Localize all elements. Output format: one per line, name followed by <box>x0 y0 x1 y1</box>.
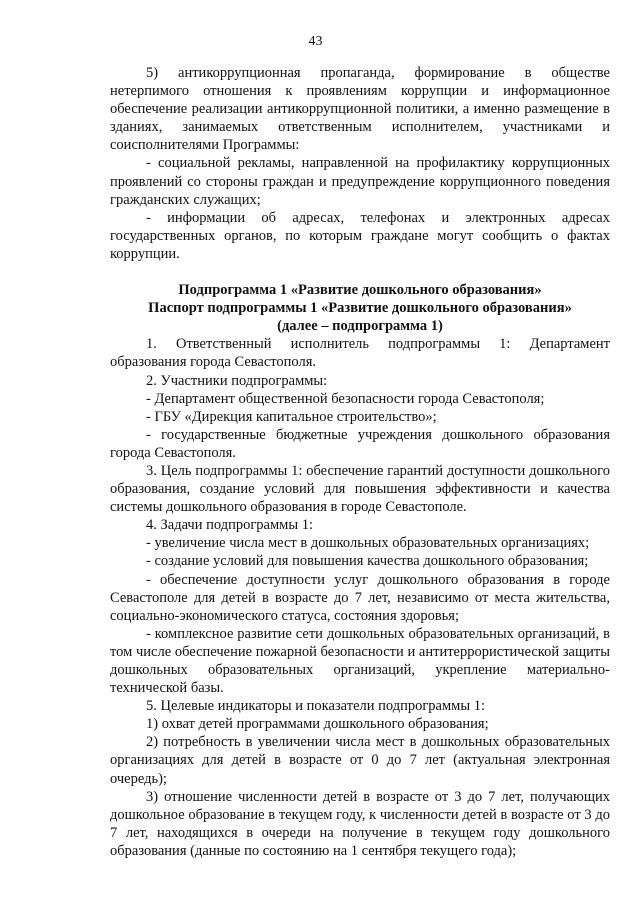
page-number: 43 <box>308 34 323 49</box>
passport-title: Паспорт подпрограммы 1 «Развитие дошкольного образования» <box>148 300 572 317</box>
task-item: - создание условий для повышения качества дошкольного образования; <box>146 553 589 570</box>
participant-item: - государственные бюджетные учреждения дошкольного образования города Севастополя. <box>110 426 610 461</box>
task-item: - комплексное развитие сети дошкольных образовательных организаций, в том числе обеспечение пожарной безопасности и антитеррористической защиты дошкольных образовательных организаций, укрепление материально-технической базы. <box>110 625 610 697</box>
task-item: - увеличение числа мест в дошкольных образовательных организациях; <box>146 535 590 552</box>
participant-item: - Департамент общественной безопасности города Севастополя; <box>146 390 545 407</box>
paragraph-contact-info: - информации об адресах, телефонах и электронных адресах государственных органов, по которым граждане могут сообщить о фактах коррупции. <box>110 209 610 262</box>
passport-subtitle: (далее – подпрограмма 1) <box>277 318 443 335</box>
indicators-heading: 5. Целевые индикаторы и показатели подпрограммы 1: <box>146 698 485 715</box>
page-content <box>110 64 610 860</box>
indicator-item: 1) охват детей программами дошкольного образования; <box>146 716 489 733</box>
subprogram-title: Подпрограмма 1 «Развитие дошкольного образования» <box>178 282 542 299</box>
participant-item: - ГБУ «Дирекция капитальное строительство»; <box>146 408 437 425</box>
paragraph-anticorruption: 5) антикоррупционная пропаганда, формирование в обществе нетерпимого отношения к проявлениям коррупции и информационное обеспечение реализации антикоррупционной политики, а именно размещение в зданиях, занимаемых ответственным исполнителем, участниками и соисполнителями Программы: <box>110 65 610 154</box>
goal-paragraph: 3. Цель подпрограммы 1: обеспечение гарантий доступности дошкольного образования, создание условий для повышения эффективности и качества системы дошкольного образования в городе Севастополе. <box>110 462 610 516</box>
participants-heading: 2. Участники подпрограммы: <box>146 372 328 389</box>
tasks-heading: 4. Задачи подпрограммы 1: <box>146 517 313 534</box>
indicator-item: 2) потребность в увеличении числа мест в дошкольных образовательных организациях для детей в возрасте от 0 до 7 лет (актуальная электронная очередь); <box>110 734 610 787</box>
indicator-item: 3) отношение численности детей в возрасте от 3 до 7 лет, получающих дошкольное образование в текущем году, к численности детей в возрасте от 3 до 7 лет, находящихся в очереди на получение в текущем году дошкольного образования (данные по состоянию на 1 сентября текущего года); <box>110 788 610 859</box>
paragraph-social-ads: - социальной рекламы, направленной на профилактику коррупционных проявлений со стороны граждан и предупреждение коррупционного поведения гражданских служащих; <box>110 155 610 208</box>
responsible-executor: 1. Ответственный исполнитель подпрограммы 1: Департамент образования города Севастополя. <box>110 336 610 371</box>
task-item: - обеспечение доступности услуг дошкольного образования в городе Севастополе для детей в возрасте до 7 лет, независимо от места жительства, социально-экономического статуса, состояния здоровья; <box>110 571 610 624</box>
spacer <box>110 263 610 281</box>
